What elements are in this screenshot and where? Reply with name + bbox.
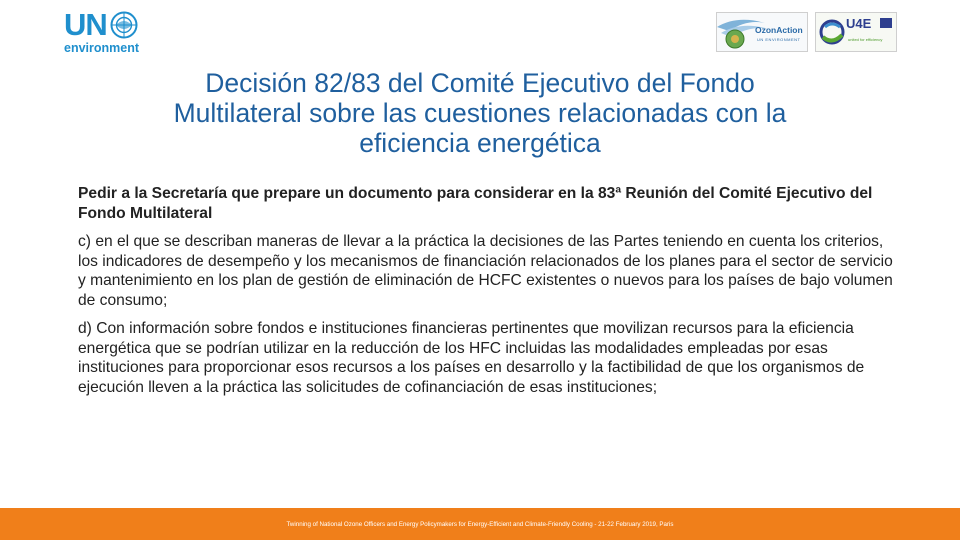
ozonaction-tagline: UN ENVIRONMENT (757, 37, 801, 42)
u4e-name: U4E (846, 16, 872, 31)
ozonaction-logo (716, 12, 808, 52)
un-environment-logo (64, 7, 154, 56)
slide-title: Decisión 82/83 del Comité Ejecutivo del Fondo Multilateral sobre las cuestiones relacionadas con la eficiencia energética (173, 68, 787, 158)
point-c-paragraph: c) en el que se describan maneras de llevar a la práctica la decisiones de las Partes teniendo en cuenta los criterios, los indicadores de desempeño y los mecanismos de financiación relacionados de los planes para el sector de servicio y mantenimiento en los plan de gestión de eliminación de HCFC existentes o nuevos para los países de bajo volumen de consumo; (78, 233, 893, 309)
point-d-paragraph: d) Con información sobre fondos e instituciones financieras pertinentes que movilizan recursos para la eficiencia energética que se podrían utilizar en la reducción de los HFC incluidas las modalidades empleadas por esas instituciones para proporcionar esos recursos a los países en desarrollo y la factibilidad de que los organismos de ejecución lleven a la práctica las solicitudes de cofinanciación de esas instituciones; (78, 320, 865, 396)
u4e-logo (815, 12, 897, 52)
footer-text: Twinning of National Ozone Officers and Energy Policymakers for Energy-Efficient and Climate-Friendly Cooling - 21-22 February 2019, Paris (286, 521, 674, 528)
un-emblem-icon (109, 10, 139, 40)
u4e-badge-icon (880, 18, 892, 28)
lead-paragraph: Pedir a la Secretaría que prepare un documento para considerar en la 83ª Reunión del Comité Ejecutivo del Fondo Multilateral (78, 185, 873, 222)
ozonaction-name: OzonAction (755, 25, 803, 35)
footer-bar (0, 508, 960, 540)
u4e-tagline: united for efficiency (848, 37, 883, 42)
un-logo-letters: UN (64, 7, 107, 42)
u4e-swirl-icon (818, 13, 848, 51)
un-logo-subtitle: environment (64, 41, 140, 55)
slide-body (78, 184, 898, 406)
